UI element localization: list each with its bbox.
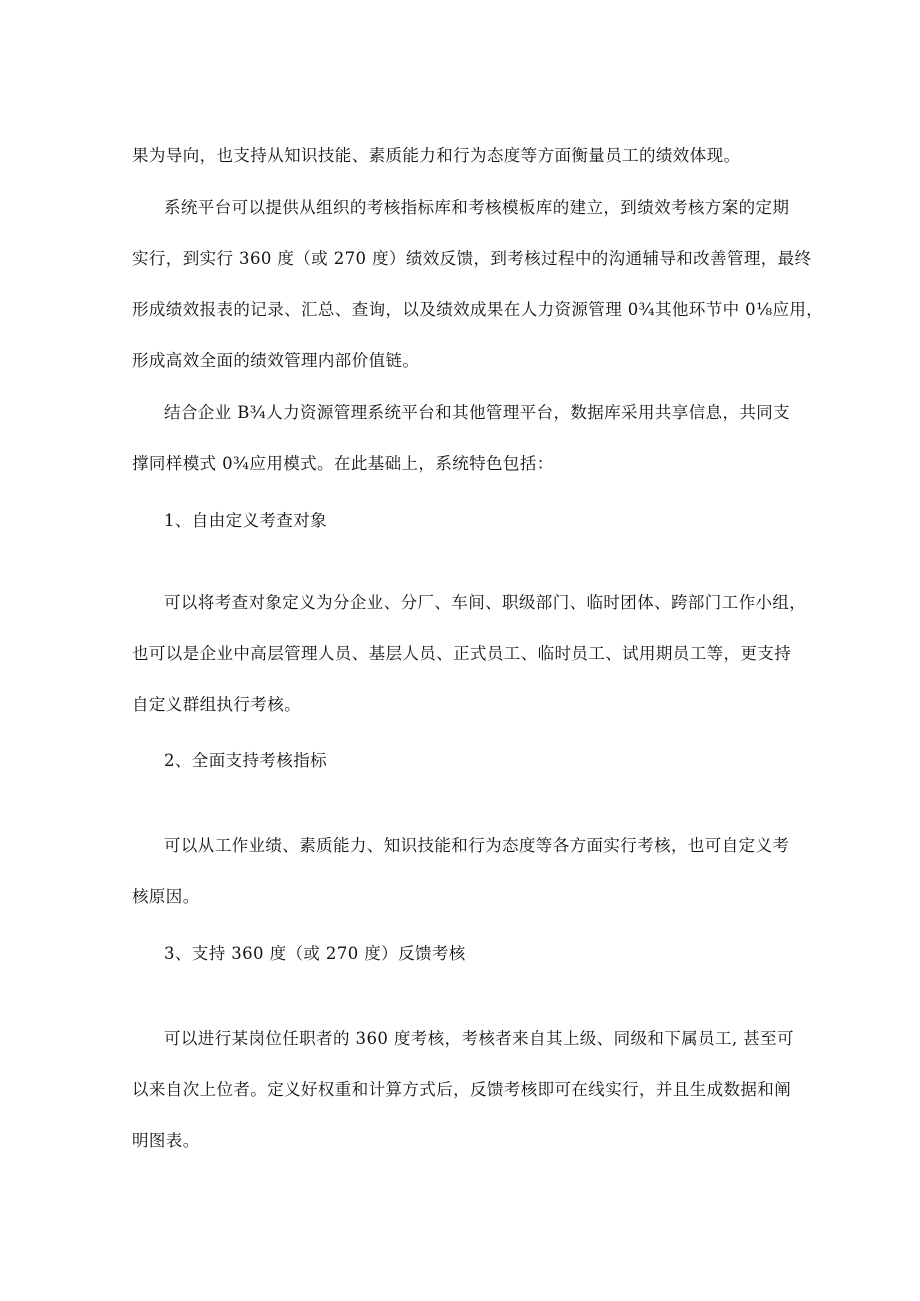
- feature-2-line-2: 核原因。: [132, 887, 200, 906]
- feature-3-heading: 3、支持 360 度（或 270 度）反馈考核: [164, 944, 466, 963]
- feature-1-line-3: 自定义群组执行考核。: [132, 695, 301, 714]
- feature-1-line-2: 也可以是企业中高层管理人员、基层人员、正式员工、临时员工、试用期员工等，更支持: [132, 644, 792, 663]
- feature-3-line-3: 明图表。: [132, 1131, 200, 1150]
- paragraph-platform-line-1: 系统平台可以提供从组织的考核指标库和考核模板库的建立，到绩效考核方案的定期: [164, 198, 790, 217]
- paragraph-platform-line-2: 实行，到实行 360 度（或 270 度）绩效反馈，到考核过程中的沟通辅导和改善管理，最终: [132, 249, 812, 268]
- feature-3-line-2: 以来自次上位者。定义好权重和计算方式后，反馈考核即可在线实行，并且生成数据和阐: [132, 1080, 792, 1099]
- paragraph-combine-line-1: 结合企业 B¾人力资源管理系统平台和其他管理平台，数据库采用共享信息，共同支: [164, 403, 791, 422]
- paragraph-intro-line-1: 果为导向，也支持从知识技能、素质能力和行为态度等方面衡量员工的绩效体现。: [132, 146, 741, 165]
- paragraph-platform-line-3: 形成绩效报表的记录、汇总、查询，以及绩效成果在人力资源管理 0¾其他环节中 0⅛应用，: [132, 300, 824, 319]
- feature-2-line-1: 可以从工作业绩、素质能力、知识技能和行为态度等各方面实行考核，也可自定义考: [164, 836, 790, 855]
- feature-3-line-1: 可以进行某岗位任职者的 360 度考核，考核者来自其上级、同级和下属员工, 甚至可: [164, 1029, 794, 1048]
- feature-2-heading: 2、全面支持考核指标: [164, 751, 327, 770]
- feature-1-line-1: 可以将考查对象定义为分企业、分厂、车间、职级部门、临时团体、跨部门工作小组，: [164, 593, 807, 612]
- paragraph-combine-line-2: 撑同样模式 0¾应用模式。在此基础上，系统特色包括：: [132, 454, 554, 473]
- paragraph-platform-line-4: 形成高效全面的绩效管理内部价值链。: [132, 351, 420, 370]
- feature-1-heading: 1、自由定义考查对象: [164, 511, 327, 530]
